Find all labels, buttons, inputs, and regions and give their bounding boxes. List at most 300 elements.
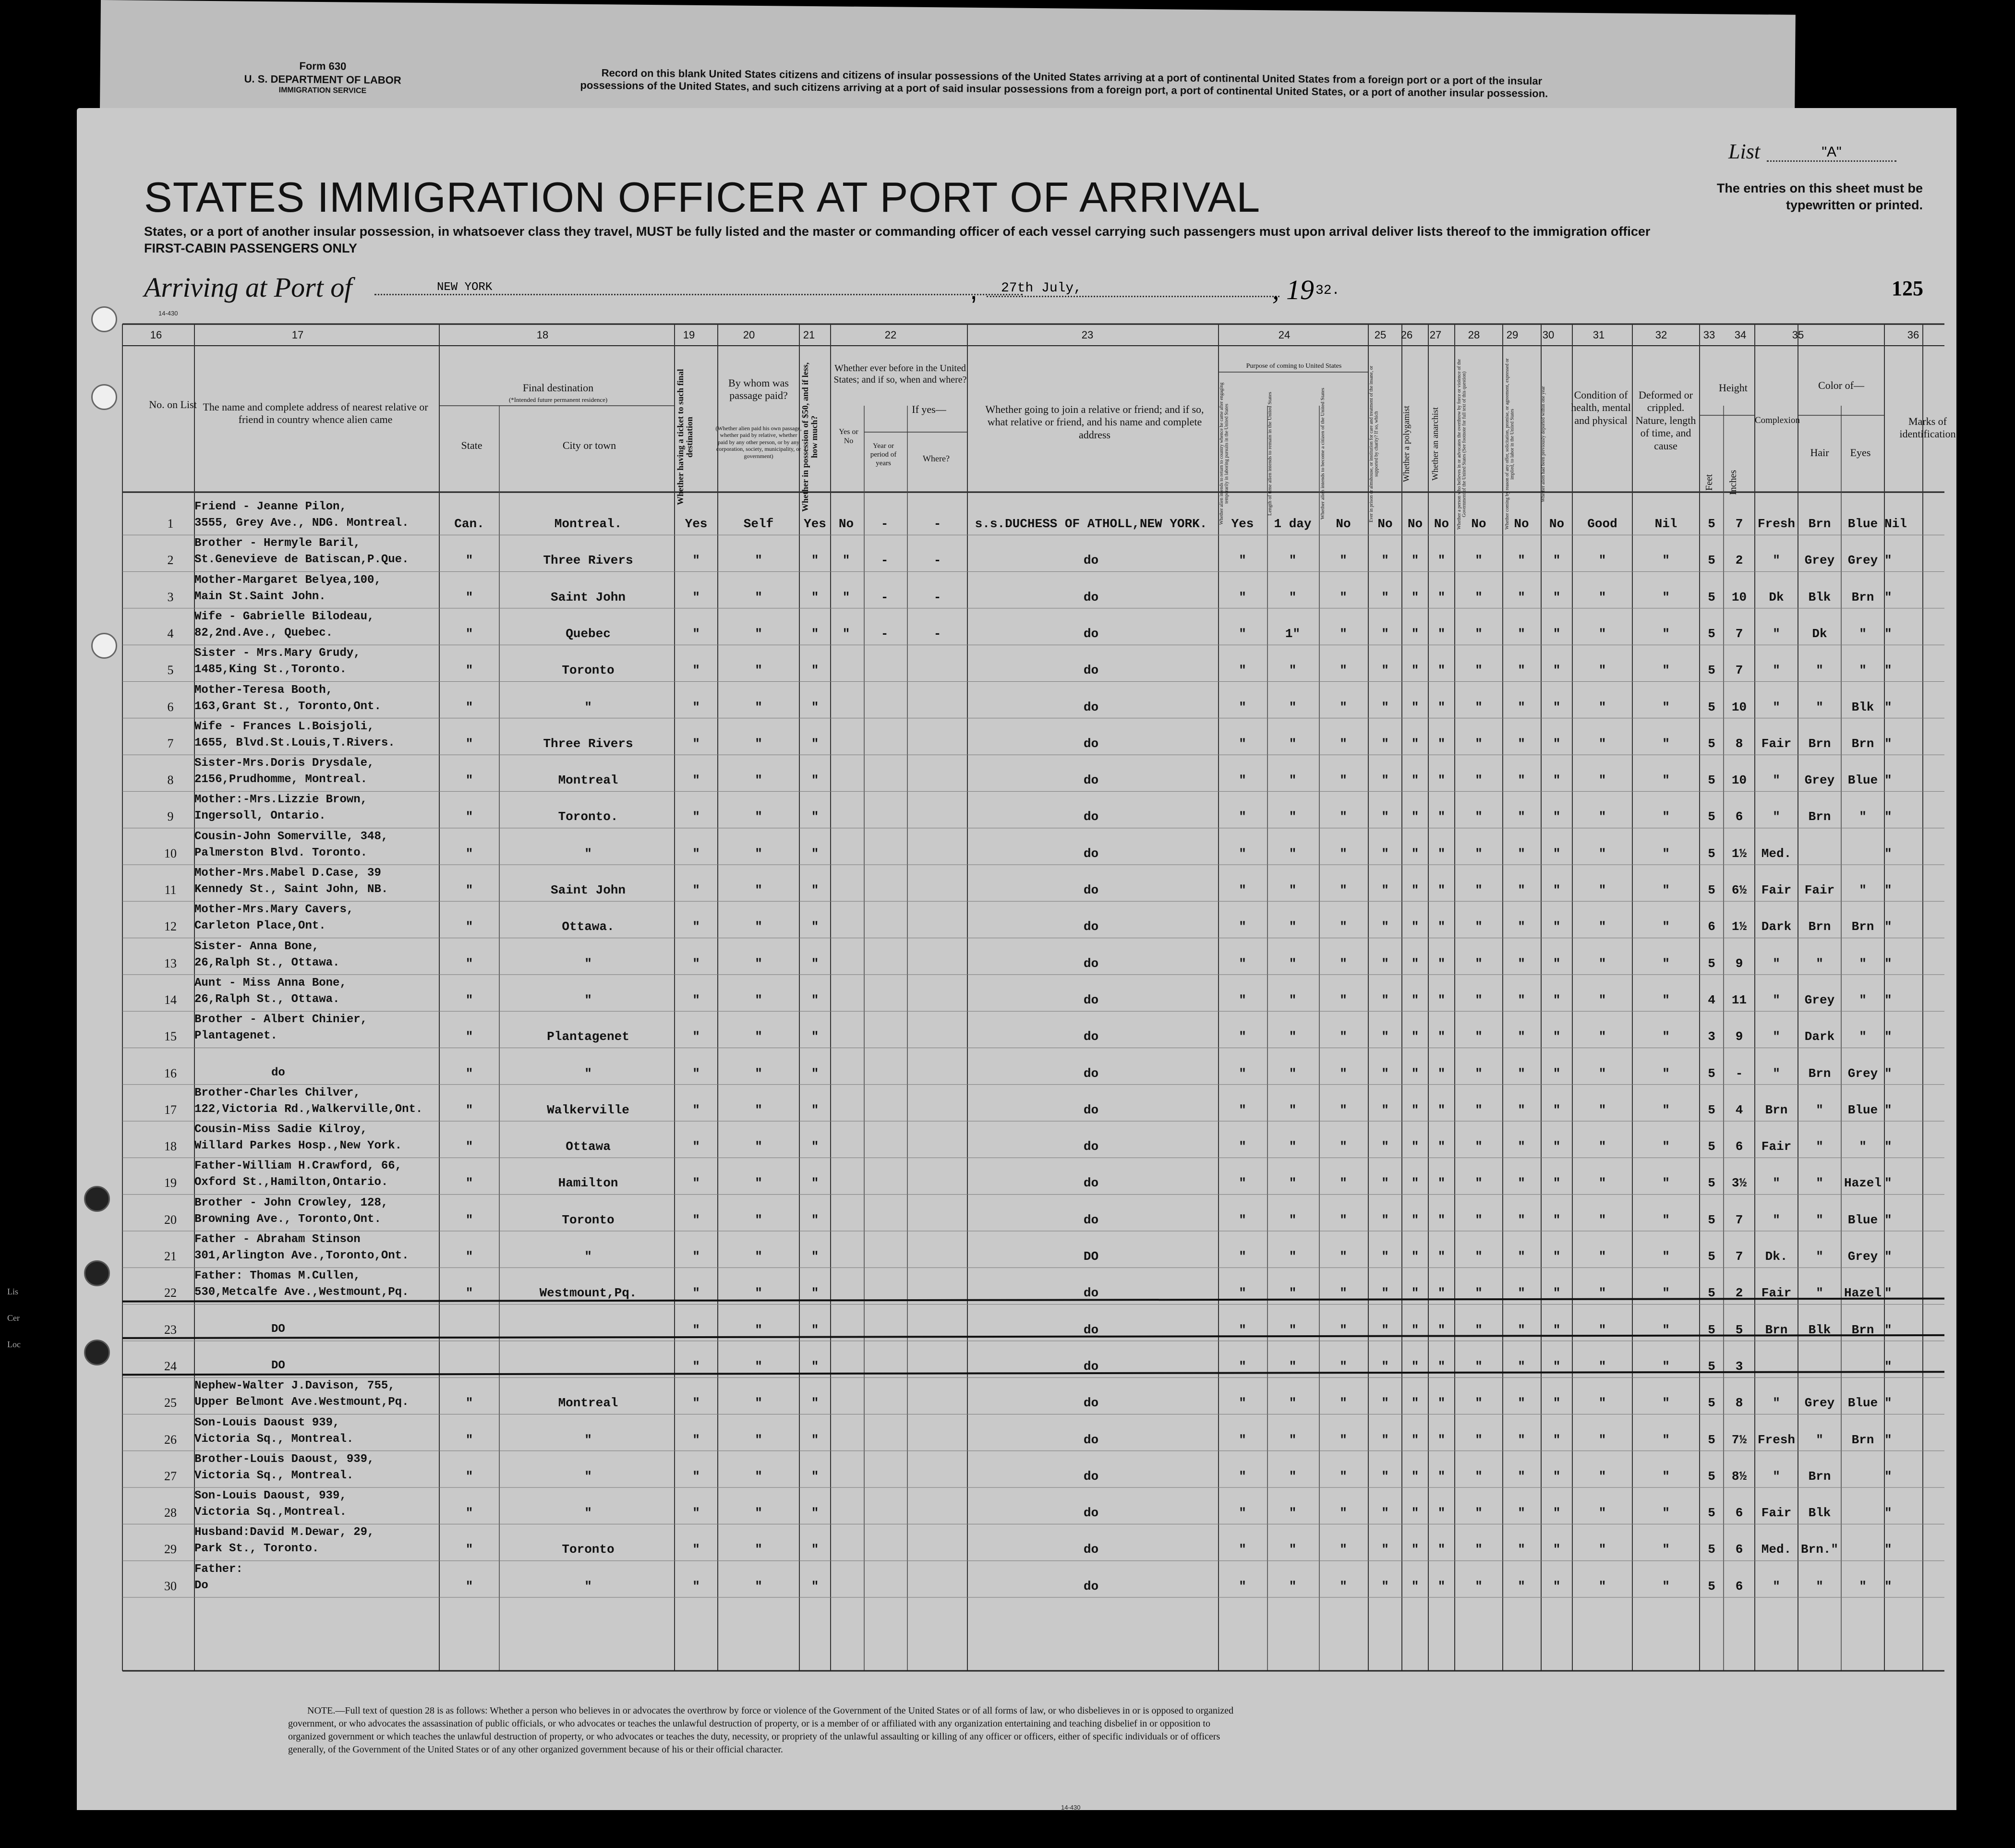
cell-ft: 5 <box>1708 1176 1715 1191</box>
cell-fifty: " <box>811 773 819 788</box>
cell-eyes: Blue <box>1847 773 1878 788</box>
cell-q29: " <box>1518 553 1525 568</box>
cell-p_a: " <box>1239 1139 1246 1154</box>
cell-fifty: " <box>811 1359 819 1374</box>
header-passage: By whom was passage paid? <box>728 377 789 402</box>
cell-deformed: " <box>1662 1542 1670 1557</box>
cell-marks: " <box>1884 992 1892 1007</box>
cell-relative-line: 82,2nd.Ave., Quebec. <box>194 626 333 640</box>
cell-ticket: " <box>692 736 700 751</box>
cell-relative-line: Cousin-Miss Sadie Kilroy, <box>194 1123 368 1136</box>
cell-relative-line: DO <box>271 1359 285 1372</box>
cell-anar: " <box>1437 846 1446 861</box>
cell-no: 11 <box>164 883 177 897</box>
cell-q29: " <box>1518 919 1525 934</box>
cell-relative-line: Son-Louis Daoust 939, <box>194 1416 340 1429</box>
cell-ft: 5 <box>1708 626 1715 641</box>
cell-p_b: " <box>1289 1249 1297 1264</box>
cell-prison: " <box>1381 1212 1389 1227</box>
cell-comp: Fair <box>1761 736 1792 751</box>
cell-q29: " <box>1518 1102 1525 1117</box>
cell-q30: " <box>1553 1322 1561 1337</box>
cell-p_c: " <box>1339 1029 1347 1044</box>
cell-q30: " <box>1553 626 1561 641</box>
cell-hair: Blk <box>1808 1322 1831 1337</box>
cell-p_b: " <box>1289 883 1297 897</box>
cell-marks: " <box>1884 809 1892 824</box>
cell-p_c: " <box>1339 809 1347 824</box>
cell-deformed: " <box>1662 1212 1670 1227</box>
cell-city: Montreal <box>558 773 618 788</box>
cell-poly: " <box>1411 1029 1419 1044</box>
cell-comp: " <box>1773 1176 1780 1191</box>
cell-relative-line: Park St., Toronto. <box>194 1542 319 1556</box>
header-passage-note: (Whether alien paid his own passage, whether paid by relative, whether paid by any other person, or by any corporation, society, municipality, or government) <box>715 425 802 459</box>
cell-q29: " <box>1518 1322 1525 1337</box>
cell-q29: " <box>1518 1212 1525 1227</box>
arriving-label: Arriving at Port of <box>144 272 352 303</box>
cell-p_b: 1 day <box>1274 517 1312 531</box>
cell-prison: " <box>1381 883 1389 897</box>
cell-health: " <box>1598 736 1606 751</box>
cell-p_b: " <box>1289 1506 1297 1521</box>
cell-relative-line: 301,Arlington Ave.,Toronto,Ont. <box>194 1249 409 1262</box>
cell-p_c: " <box>1339 700 1347 714</box>
cell-health: " <box>1598 1542 1606 1557</box>
cell-p_c: " <box>1339 590 1347 604</box>
cell-p_b: " <box>1289 553 1297 568</box>
cell-city: Montreal <box>558 1396 618 1411</box>
cell-before: " <box>842 626 850 641</box>
cell-q30: " <box>1553 883 1561 897</box>
cell-health: " <box>1598 590 1606 604</box>
header-city: City or town <box>562 439 616 451</box>
cell-relative-line: Father: Thomas M.Cullen, <box>194 1269 361 1283</box>
cell-state: " <box>465 1029 473 1044</box>
cell-eyes: " <box>1859 883 1867 897</box>
cell-eyes: Hazel <box>1844 1286 1882 1301</box>
cell-inch: 10 <box>1731 590 1747 604</box>
cell-marks: " <box>1884 1102 1892 1117</box>
cell-marks: " <box>1884 1396 1892 1411</box>
cell-deformed: " <box>1662 1359 1670 1374</box>
page-number: 125 <box>1892 277 1923 300</box>
cell-relative-line: Mother:-Mrs.Lizzie Brown, <box>194 793 368 807</box>
cell-no: 3 <box>167 590 174 604</box>
cell-city: Toronto <box>562 1212 615 1227</box>
cell-state: " <box>465 956 473 971</box>
cell-relative-line: Mother-Mrs.Mary Cavers, <box>194 903 354 917</box>
cell-ft: 5 <box>1708 956 1715 971</box>
cell-no: 29 <box>164 1542 177 1557</box>
cell-relative-line: 530,Metcalfe Ave.,Westmount,Pq. <box>194 1286 409 1299</box>
cell-marks: " <box>1884 1322 1892 1337</box>
cell-city: " <box>584 1579 592 1594</box>
cell-q30: " <box>1553 1506 1561 1521</box>
cell-relative-line: Plantagenet. <box>194 1029 278 1043</box>
cell-passage: " <box>755 590 762 604</box>
cell-prison: " <box>1381 1176 1389 1191</box>
cell-comp: " <box>1773 663 1780 678</box>
cell-poly: " <box>1411 1469 1419 1484</box>
cell-comp: Med. <box>1761 846 1792 861</box>
cell-marks: " <box>1884 1506 1892 1521</box>
cell-city: " <box>584 1432 592 1447</box>
cell-relative-line: 163,Grant St., Toronto,Ont. <box>194 700 381 713</box>
header-fifty: Whether in possession of $50, and if less, how much? <box>800 362 819 512</box>
cell-q28: " <box>1475 1542 1483 1557</box>
cell-fifty: " <box>811 1176 819 1191</box>
cell-p_c: " <box>1339 1176 1347 1191</box>
cell-eyes: Hazel <box>1844 1176 1882 1191</box>
cell-relative-line: 26,Ralph St., Ottawa. <box>194 992 340 1006</box>
cell-p_b: " <box>1289 1542 1297 1557</box>
cell-comp: " <box>1773 700 1780 714</box>
cell-hair: Brn <box>1808 809 1831 824</box>
cell-q30: " <box>1553 846 1561 861</box>
cell-ft: 5 <box>1708 1432 1715 1447</box>
cell-health: " <box>1598 1579 1606 1594</box>
cell-ticket: " <box>692 1542 700 1557</box>
cell-hair: " <box>1816 1139 1823 1154</box>
cell-q29: " <box>1518 883 1525 897</box>
cell-inch: 6 <box>1735 809 1743 824</box>
cell-p_c: " <box>1339 663 1347 678</box>
cell-anar: " <box>1437 1102 1446 1117</box>
cell-p_b: " <box>1289 1469 1297 1484</box>
cell-q30: " <box>1553 1432 1561 1447</box>
cell-ticket: " <box>692 663 700 678</box>
cell-health: " <box>1598 1286 1606 1301</box>
cell-comp: " <box>1773 809 1780 824</box>
cell-p_b: " <box>1289 992 1297 1007</box>
cell-inch: 7 <box>1735 1249 1743 1264</box>
manifest-sheet <box>77 108 1956 1810</box>
cell-ticket: " <box>692 1359 700 1374</box>
cell-q30: " <box>1553 1066 1561 1081</box>
cell-join: do <box>1083 1396 1099 1411</box>
cell-ft: 3 <box>1708 1029 1715 1044</box>
cell-join: do <box>1083 846 1099 861</box>
cell-inch: 10 <box>1731 700 1747 714</box>
cell-comp: Dk <box>1769 590 1784 604</box>
cell-prison: " <box>1381 1322 1389 1337</box>
cell-inch: 1½ <box>1731 919 1747 934</box>
cell-p_a: " <box>1239 1249 1246 1264</box>
cell-hair: " <box>1816 1249 1823 1264</box>
cell-p_b: " <box>1289 919 1297 934</box>
cell-deformed: " <box>1662 553 1670 568</box>
cell-poly: " <box>1411 883 1419 897</box>
cell-relative-line: do <box>271 1066 285 1079</box>
cell-ft: 5 <box>1708 1212 1715 1227</box>
cell-ft: 5 <box>1708 1322 1715 1337</box>
header-height: Height <box>1719 382 1748 394</box>
cell-p_a: " <box>1239 626 1246 641</box>
cell-relative-line: DO <box>271 1322 285 1336</box>
cell-anar: " <box>1437 1176 1446 1191</box>
cell-relative-line: Do <box>194 1579 208 1592</box>
cell-deformed: " <box>1662 1066 1670 1081</box>
cell-anar: " <box>1437 992 1446 1007</box>
cell-city: Montreal. <box>554 517 622 531</box>
cell-passage: " <box>755 1396 762 1411</box>
cell-ticket: " <box>692 1506 700 1521</box>
cell-passage: " <box>755 1322 762 1337</box>
cell-ticket: " <box>692 809 700 824</box>
cell-ft: 6 <box>1708 919 1715 934</box>
cell-p_c: " <box>1339 773 1347 788</box>
cell-fifty: " <box>811 590 819 604</box>
cell-inch: 6½ <box>1731 883 1747 897</box>
cell-city: Quebec <box>566 626 611 641</box>
cell-p_c: " <box>1339 1322 1347 1337</box>
cell-marks: " <box>1884 919 1892 934</box>
cell-p_a: " <box>1239 700 1246 714</box>
cell-inch: 5 <box>1735 1322 1743 1337</box>
cell-ft: 5 <box>1708 736 1715 751</box>
cell-marks: " <box>1884 1432 1892 1447</box>
cell-relative-line: Mother-Margaret Belyea,100, <box>194 573 381 587</box>
cell-ticket: " <box>692 1066 700 1081</box>
cell-q28: " <box>1475 1322 1483 1337</box>
cell-prison: " <box>1381 590 1389 604</box>
cell-no: 17 <box>164 1102 177 1117</box>
cell-p_a: " <box>1239 1066 1246 1081</box>
header-final-destination-note: (*Intended future permanent residence) <box>508 396 608 403</box>
cell-year: - <box>881 626 889 641</box>
cell-q28: " <box>1475 1469 1483 1484</box>
cell-prison: " <box>1381 700 1389 714</box>
cell-q30: No <box>1549 517 1565 531</box>
cell-p_a: " <box>1239 1212 1246 1227</box>
cell-poly: " <box>1411 736 1419 751</box>
cell-fifty: " <box>811 919 819 934</box>
header-hair: Hair <box>1810 447 1829 459</box>
cell-relative-line: Son-Louis Daoust, 939, <box>194 1489 347 1503</box>
cell-prison: " <box>1381 956 1389 971</box>
cell-eyes: " <box>1859 663 1867 678</box>
cell-poly: " <box>1411 992 1419 1007</box>
column-number: 36 <box>1907 329 1919 341</box>
header-final-destination: Final destination <box>522 382 594 394</box>
cell-p_a: " <box>1239 1432 1246 1447</box>
cell-q29: " <box>1518 956 1525 971</box>
cell-relative-line: Father - Abraham Stinson <box>194 1233 361 1246</box>
cell-inch: 8 <box>1735 736 1743 751</box>
edge-mark: Loc <box>7 1340 21 1349</box>
cell-marks: " <box>1884 626 1892 641</box>
cell-join: do <box>1083 1176 1099 1191</box>
cell-city: Toronto. <box>558 809 618 824</box>
cell-no: 15 <box>164 1029 177 1044</box>
column-number: 17 <box>291 329 304 341</box>
cell-hair: Blk <box>1808 590 1831 604</box>
cell-relative-line: Wife - Frances L.Boisjoli, <box>194 720 374 733</box>
cell-relative-line: Victoria Sq.,Montreal. <box>194 1506 347 1519</box>
cell-before: " <box>842 590 850 604</box>
cell-anar: " <box>1437 553 1446 568</box>
cell-prison: " <box>1381 663 1389 678</box>
cell-p_b: " <box>1289 1029 1297 1044</box>
cell-marks: " <box>1884 553 1892 568</box>
cell-ft: 5 <box>1708 663 1715 678</box>
cell-deformed: " <box>1662 1139 1670 1154</box>
header-where: Where? <box>923 454 950 463</box>
year-suffix: 32. <box>1315 283 1340 298</box>
cell-passage: " <box>755 663 762 678</box>
cell-relative-line: Brother - John Crowley, 128, <box>194 1196 388 1209</box>
cell-deformed: " <box>1662 1506 1670 1521</box>
cell-state: " <box>465 1396 473 1411</box>
cell-marks: " <box>1884 1359 1892 1374</box>
cell-q30: " <box>1553 1542 1561 1557</box>
cell-q28: " <box>1475 773 1483 788</box>
cell-hair: Grey <box>1804 992 1835 1007</box>
cell-passage: " <box>755 1359 762 1374</box>
cell-city: Saint John <box>550 883 626 897</box>
cell-comp: Med. <box>1761 1542 1792 1557</box>
cell-p_c: " <box>1339 1286 1347 1301</box>
cell-p_b: " <box>1289 1432 1297 1447</box>
cell-no: 6 <box>167 700 174 714</box>
cell-relative-line: Brother-Charles Chilver, <box>194 1086 361 1099</box>
cell-ft: 5 <box>1708 700 1715 714</box>
cell-passage: " <box>755 1542 762 1557</box>
cell-poly: " <box>1411 1322 1419 1337</box>
cell-q29: " <box>1518 1506 1525 1521</box>
cell-join: do <box>1083 956 1099 971</box>
cell-relative-line: 3555, Grey Ave., NDG. Montreal. <box>194 517 409 530</box>
cell-eyes: " <box>1859 1029 1867 1044</box>
cell-p_c: " <box>1339 1066 1347 1081</box>
cell-inch: 7 <box>1735 663 1743 678</box>
cell-poly: " <box>1411 809 1419 824</box>
cell-anar: " <box>1437 1286 1446 1301</box>
header-if-yes: If yes— <box>912 403 946 415</box>
cell-ft: 5 <box>1708 1469 1715 1484</box>
cell-prison: " <box>1381 1066 1389 1081</box>
cell-p_a: " <box>1239 1396 1246 1411</box>
cell-p_a: " <box>1239 553 1246 568</box>
cell-q28: " <box>1475 1359 1483 1374</box>
cell-inch: 7 <box>1735 626 1743 641</box>
cell-no: 20 <box>164 1212 177 1227</box>
header-color-of: Color of— <box>1818 379 1864 391</box>
cell-city: Westmount,Pq. <box>539 1286 637 1301</box>
cell-state: " <box>465 700 473 714</box>
cell-comp: " <box>1773 773 1780 788</box>
cell-comp: " <box>1773 1212 1780 1227</box>
cell-p_c: " <box>1339 1249 1347 1264</box>
cell-hair: Brn <box>1808 919 1831 934</box>
cell-p_c: " <box>1339 1212 1347 1227</box>
cell-deformed: " <box>1662 626 1670 641</box>
cell-join: do <box>1083 1322 1099 1337</box>
cell-p_a: " <box>1239 1359 1246 1374</box>
cell-comp: Fair <box>1761 1139 1792 1154</box>
cell-passage: " <box>755 956 762 971</box>
cell-inch: 7½ <box>1731 1432 1747 1447</box>
subtitle-line-2: FIRST-CABIN PASSENGERS ONLY <box>144 241 358 256</box>
cell-fifty: " <box>811 1506 819 1521</box>
cell-hair: Dk <box>1812 626 1827 641</box>
cell-deformed: " <box>1662 1322 1670 1337</box>
cell-join: do <box>1083 626 1099 641</box>
cell-health: " <box>1598 1176 1606 1191</box>
cell-inch: 3½ <box>1731 1176 1747 1191</box>
list-value: "A" <box>1767 144 1896 162</box>
cell-q29: " <box>1518 700 1525 714</box>
cell-poly: " <box>1411 1506 1419 1521</box>
cell-join: do <box>1083 700 1099 714</box>
cell-ticket: " <box>692 1102 700 1117</box>
cell-prison: " <box>1381 626 1389 641</box>
cell-passage: " <box>755 992 762 1007</box>
cell-eyes: Brn <box>1851 590 1874 604</box>
cell-relative-line: Aunt - Miss Anna Bone, <box>194 976 347 990</box>
column-number: 33 <box>1703 329 1715 341</box>
cell-comp: " <box>1773 992 1780 1007</box>
cell-state: " <box>465 663 473 678</box>
cell-prison: " <box>1381 919 1389 934</box>
cell-hair: " <box>1816 956 1823 971</box>
cell-ticket: " <box>692 1579 700 1594</box>
cell-poly: " <box>1411 1286 1419 1301</box>
cell-ft: 5 <box>1708 1249 1715 1264</box>
cell-q29: " <box>1518 846 1525 861</box>
cell-anar: " <box>1437 1322 1446 1337</box>
cell-relative-line: Nephew-Walter J.Davison, 755, <box>194 1379 395 1393</box>
cell-state: " <box>465 1506 473 1521</box>
cell-state: " <box>465 553 473 568</box>
cell-p_a: " <box>1239 1176 1246 1191</box>
cell-eyes: " <box>1859 626 1867 641</box>
cell-passage: " <box>755 1029 762 1044</box>
cell-q29: " <box>1518 1286 1525 1301</box>
date-field: 27th July, <box>987 281 1279 297</box>
cell-anar: " <box>1437 1506 1446 1521</box>
cell-hair: Blk <box>1808 1506 1831 1521</box>
cell-p_c: " <box>1339 1506 1347 1521</box>
header-feet: Feet <box>1704 474 1714 491</box>
cell-relative-line: Sister - Mrs.Mary Grudy, <box>194 647 361 660</box>
cell-marks: " <box>1884 590 1892 604</box>
cell-ticket: " <box>692 700 700 714</box>
cell-state: " <box>465 1102 473 1117</box>
cell-ticket: " <box>692 992 700 1007</box>
cell-p_c: " <box>1339 1432 1347 1447</box>
cell-hair: " <box>1816 663 1823 678</box>
cell-p_c: " <box>1339 1579 1347 1594</box>
cell-hair: Dark <box>1804 1029 1835 1044</box>
cell-no: 7 <box>167 736 174 750</box>
cell-q30: " <box>1553 590 1561 604</box>
cell-inch: 6 <box>1735 1542 1743 1557</box>
column-number: 19 <box>683 329 695 341</box>
cell-q28: " <box>1475 883 1483 897</box>
cell-hair: " <box>1816 1432 1823 1447</box>
cell-poly: " <box>1411 1579 1419 1594</box>
cell-deformed: " <box>1662 773 1670 788</box>
cell-eyes: " <box>1859 1139 1867 1154</box>
cell-ticket: " <box>692 1029 700 1044</box>
form-number: Form 630 <box>299 60 347 72</box>
cell-join: do <box>1083 590 1099 604</box>
cell-poly: " <box>1411 1102 1419 1117</box>
cell-ticket: " <box>692 1212 700 1227</box>
cell-anar: " <box>1437 1542 1446 1557</box>
